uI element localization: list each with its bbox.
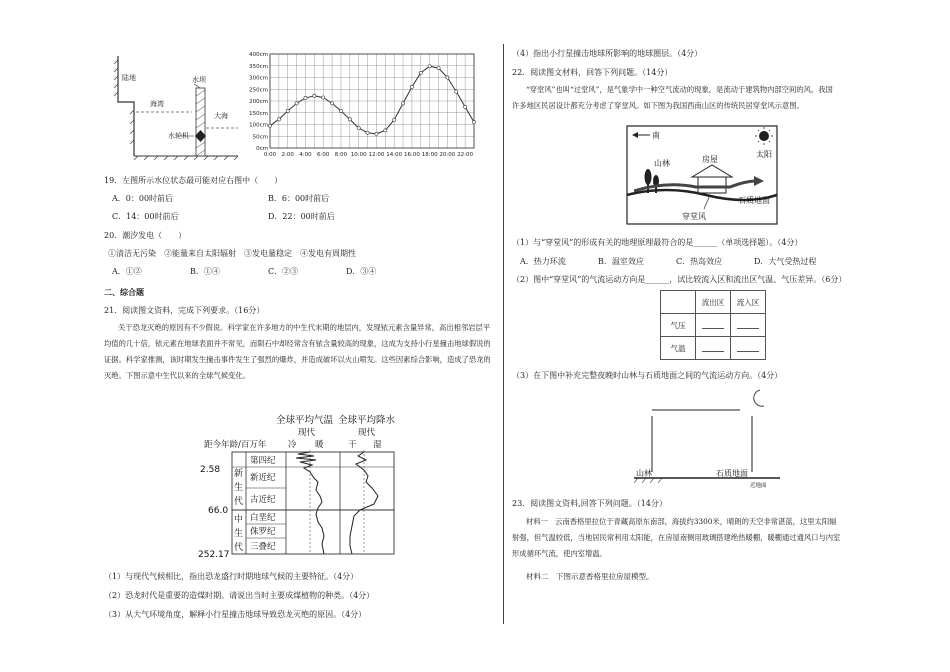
- label-bay: 海湾: [150, 100, 164, 108]
- q22-1-option-d[interactable]: D．大气受热过程: [754, 257, 817, 266]
- column-divider: [503, 44, 504, 624]
- q20-statements: ①清洁无污染 ②能量来自太阳辐射 ③发电量稳定 ④发电有周期性: [108, 249, 356, 258]
- age-66: 66.0: [208, 506, 229, 516]
- y-tick-label: 250cm: [249, 87, 268, 94]
- label-dry: 干: [348, 440, 357, 450]
- q19-stem: 19．左图所示水位状态最可能对应右图中（ ）: [104, 176, 283, 185]
- x-tick-label: 10:00: [350, 152, 367, 158]
- q22-stem: 22．阅读图文材料，回答下列问题。（14分）: [512, 68, 673, 77]
- q22-sub3: （3）在下图中补充完整夜晚时山林与石质地面之间的气流运动方向。（4分）: [512, 371, 783, 380]
- comparison-table: [660, 290, 766, 360]
- label-forest-2: 山林: [636, 469, 652, 478]
- x-tick-label: 6:00: [317, 152, 330, 158]
- tide-point: [401, 102, 404, 105]
- label-wet: 湿: [373, 440, 382, 450]
- table-cell-pressure-out[interactable]: [696, 314, 731, 337]
- period-jurassic: 侏罗纪: [250, 527, 276, 537]
- q20-option-b[interactable]: B．①④: [190, 267, 220, 276]
- x-tick-label: 12:00: [368, 152, 385, 158]
- y-tick-label: 100cm: [249, 122, 268, 129]
- tide-point: [446, 76, 449, 79]
- q19-option-d[interactable]: D．22：00时前后: [268, 212, 335, 221]
- q20-option-a[interactable]: A．①②: [112, 267, 142, 276]
- tide-point: [322, 96, 325, 99]
- tide-point: [428, 65, 431, 68]
- tide-point: [419, 71, 422, 74]
- x-tick-label: 16:00: [403, 152, 420, 158]
- table-row-pressure: 气压: [661, 314, 696, 337]
- through-draft-diagram: [626, 125, 778, 225]
- moon-icon: [754, 390, 764, 406]
- x-tick-label: 22:00: [457, 152, 474, 158]
- age-252: 252.17: [198, 550, 230, 558]
- tide-point: [366, 131, 369, 134]
- y-tick-label: 200cm: [249, 99, 268, 105]
- section-heading: 二、综合题: [104, 288, 144, 297]
- q21-stem: 21．阅读图文资料，完成下列要求。（16分）: [104, 306, 265, 315]
- x-tick-label: 2:00: [281, 152, 294, 158]
- era-cenozoic: 新生代: [234, 469, 244, 507]
- label-sea: 大海: [214, 112, 228, 120]
- tide-point: [295, 102, 298, 105]
- period-cretaceous: 白垩纪: [250, 513, 276, 523]
- period-quaternary: 第四纪: [250, 456, 276, 466]
- q21-sub2: （2）恐龙时代是重要的造煤时期。请说出当时主要成煤植物的种类。（4分）: [104, 591, 375, 600]
- q20-stem: 20．潮汐发电（ ）: [104, 231, 187, 240]
- q22-material: “穿堂风”也叫“过堂风”，是气象学中一种空气流动的现象，是流动于建筑物内部空间的风。我国许多地区民居设计都充分考虑了穿堂风。如下图为我国西南山区的传统民居穿堂风示意图。: [512, 85, 833, 110]
- y-tick-label: 150cm: [249, 110, 268, 117]
- q22-1-option-a[interactable]: A．热力环流: [520, 257, 566, 266]
- label-cold: 冷: [288, 440, 297, 450]
- title-global-prec: 全球平均降水: [338, 415, 396, 426]
- tide-point: [304, 96, 307, 99]
- label-stone-ground-2: 石质地面: [716, 469, 748, 478]
- tide-dam-diagram: [112, 52, 242, 162]
- label-turbine: 水轮机: [168, 132, 189, 140]
- tide-point: [384, 129, 387, 132]
- q21-material: 关于恐龙灭绝的原因有不少假说。科学家在许多地方的中生代末期的地层内，发现铱元素含量异常，高出相邻岩层平均值的几十倍，铱元素在地球表面并不常见，而陨石中却经常含有铱含量较高的现象，这成为支持小行星撞击地球假说的证据。科学家推测，该时期发生撞击事件发生了强烈的爆炸，并造成破坏以火山喷发。这些因素综合影响，造成了恐龙的灭绝。下图示意中生代以来的全球气候变化。: [104, 323, 491, 380]
- tide-point: [393, 118, 396, 121]
- x-tick-label: 0:00: [263, 152, 277, 158]
- title-global-temp: 全球平均气温: [276, 415, 334, 426]
- label-house: 房屋: [702, 155, 718, 164]
- q23-stem: 23．阅读图文资料,回答下列问题。（14分）: [512, 499, 667, 508]
- tide-point: [330, 102, 333, 105]
- label-forest: 山林: [654, 159, 670, 168]
- x-tick-label: 4:00: [299, 152, 312, 158]
- q21-sub4: （4）指出小行星撞击地球所影响的地球圈层。（4分）: [512, 49, 703, 58]
- tide-point: [455, 90, 458, 93]
- x-tick-label: 8:00: [334, 152, 348, 158]
- label-south: 南: [652, 131, 660, 140]
- table-cell-temp-out[interactable]: [696, 337, 731, 360]
- y-tick-label: 0cm: [256, 146, 268, 152]
- tide-point: [375, 132, 378, 135]
- table-row-temp: 气温: [661, 337, 696, 360]
- q21-sub1: （1）与现代气候相比，指出恐龙盛行时期地球气候的主要特征。（4分）: [104, 572, 359, 581]
- q20-option-d[interactable]: D．③④: [346, 267, 377, 276]
- x-tick-label: 20:00: [439, 152, 456, 158]
- tide-point: [464, 105, 467, 108]
- tide-point: [348, 118, 351, 121]
- table-cell-temp-in[interactable]: [731, 337, 766, 360]
- table-header-inflow: 流入区: [731, 291, 766, 314]
- label-modern-prec: 现代: [358, 428, 376, 438]
- q19-option-a[interactable]: A．0：00时前后: [112, 194, 174, 203]
- q22-1-option-c[interactable]: C．热岛效应: [676, 257, 723, 266]
- q22-1-option-b[interactable]: B．温室效应: [598, 257, 644, 266]
- q23-material-1: 材料一 云南香格里拉位于青藏高原东南部，海拔约3300米，晴朗的天空非常湛蓝，这里太阳辐射强，但气温较低，当地居民常利用太阳能，在房屋南侧用玻璃搭建绝热暖棚，暖棚通过通风口与内室形成循环气流，使内室增温。: [512, 517, 841, 558]
- age-2-58: 2.58: [200, 465, 221, 475]
- tide-point: [268, 124, 271, 127]
- tide-point: [437, 67, 440, 70]
- period-neogene: 新近纪: [250, 473, 276, 483]
- label-through-draft: 穿堂风: [682, 212, 706, 221]
- tide-point: [313, 94, 316, 97]
- q21-sub3: （3）从大气环境角度，解释小行星撞击地球导致恐龙灭绝的原因。（4分）: [104, 610, 367, 619]
- period-triassic: 三叠纪: [250, 542, 276, 552]
- climate-change-figure: [198, 410, 408, 558]
- x-tick-label: 18:00: [421, 152, 438, 158]
- tide-point: [472, 121, 475, 124]
- label-sun: 太阳: [756, 150, 772, 159]
- q19-option-b[interactable]: B．6：00时前后: [268, 194, 330, 203]
- y-tick-label: 400cm: [249, 52, 268, 58]
- label-age-axis: 距今年龄/百万年: [204, 440, 267, 450]
- tide-point: [357, 126, 360, 129]
- label-modern-temp: 现代: [298, 428, 316, 438]
- tide-point: [339, 109, 342, 112]
- table-cell-pressure-in[interactable]: [731, 314, 766, 337]
- era-mesozoic: 中生代: [234, 515, 244, 553]
- table-corner: [661, 291, 696, 314]
- tide-point: [410, 85, 413, 88]
- q19-option-c[interactable]: C．14：00时前后: [112, 212, 179, 221]
- label-warm: 暖: [315, 440, 324, 450]
- q23-material-2: 材料二 下图示意香格里拉房屋模型。: [526, 572, 654, 581]
- period-paleogene: 古近纪: [250, 495, 276, 505]
- x-tick-label: 14:00: [386, 152, 403, 158]
- y-tick-label: 350cm: [249, 63, 268, 70]
- table-header-outflow: 流出区: [696, 291, 731, 314]
- label-near-surface: 近地面: [750, 483, 767, 489]
- q20-option-c[interactable]: C．②③: [268, 267, 299, 276]
- q22-sub1: （1）与“穿堂风”的形成有关的地理原理最符合的是______（单项选择题）。（4分）: [512, 238, 803, 247]
- q22-sub2: （2）图中“穿堂风”的气流运动方向是______，试比较流入区和流出区气温、气压差异。（6分）: [512, 275, 847, 284]
- label-land: 陆地: [122, 74, 136, 82]
- y-tick-label: 300cm: [249, 75, 268, 82]
- label-dam: 水坝: [192, 76, 206, 84]
- tide-level-chart: [240, 50, 480, 166]
- tide-point: [286, 109, 289, 112]
- tide-series-line: [270, 66, 474, 134]
- night-circulation-diagram: [632, 386, 782, 490]
- tide-point: [277, 118, 280, 121]
- label-stone-ground: 石质地面: [738, 196, 770, 205]
- y-tick-label: 50cm: [252, 134, 268, 141]
